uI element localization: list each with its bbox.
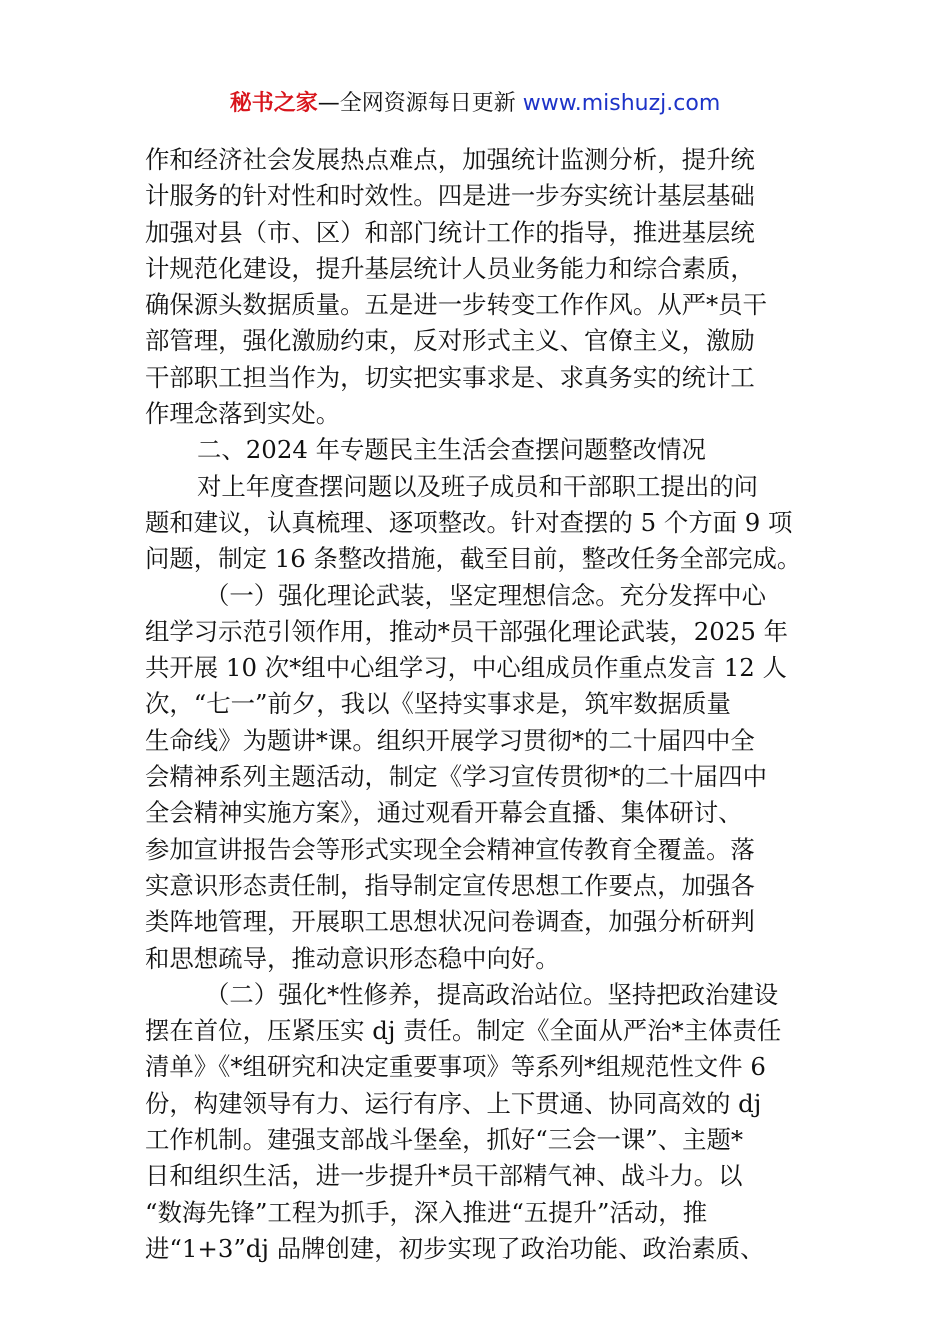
text-line: 实意识形态责任制，指导制定宣传思想工作要点，加强各	[145, 870, 755, 900]
text-line: 题和建议，认真梳理、逐项整改。针对查摆的 5 个方面 9 项	[145, 507, 793, 537]
text-line: 摆在首位，压紧压实 dj 责任。制定《全面从严治*主体责任	[145, 1016, 782, 1046]
text-line: 会精神系列主题活动，制定《学习宣传贯彻*的二十届四中	[145, 762, 767, 792]
text-line: 计服务的针对性和时效性。四是进一步夯实统计基层基础	[145, 181, 755, 211]
site-brand: 秘书之家	[229, 91, 318, 116]
text-line: 确保源头数据质量。五是进一步转变工作作风。从严*员干	[145, 290, 767, 320]
text-line: 全会精神实施方案》，通过观看开幕会直播、集体研讨、	[145, 798, 743, 828]
document-body	[145, 142, 807, 1267]
text-line: 计规范化建设，提升基层统计人员业务能力和综合素质，	[145, 253, 755, 283]
text-line: 对上年度查摆问题以及班子成员和干部职工提出的问	[197, 471, 758, 501]
site-tagline: —全网资源每日更新	[317, 91, 516, 116]
text-line: 作理念落到实处。	[145, 399, 341, 429]
text-line: 日和组织生活，进一步提升*员干部精气神、战斗力。以	[145, 1161, 743, 1191]
text-line: 作和经济社会发展热点难点，加强统计监测分析，提升统	[145, 145, 755, 174]
text-line: “数海先锋”工程为抓手，深入推进“五提升”活动，推	[145, 1197, 708, 1227]
text-line: 进“1+3”dj 品牌创建，初步实现了政治功能、政治素质、	[145, 1233, 765, 1263]
section-heading: 二、2024 年专题民主生活会查摆问题整改情况	[197, 435, 706, 465]
text-line: 清单》《*组研究和决定重要事项》等系列*组规范性文件 6	[145, 1052, 766, 1082]
subsection-heading: （二）强化*性修养，提高政治站位。坚持把政治建设	[205, 979, 779, 1009]
text-line: 问题，制定 16 条整改措施，截至目前，整改任务全部完成。	[145, 544, 802, 574]
site-header	[0, 88, 950, 120]
text-line: 工作机制。建强支部战斗堡垒，抓好“三会一课”、主题*	[145, 1125, 744, 1155]
text-line: 干部职工担当作为，切实把实事求是、求真务实的统计工	[145, 362, 755, 392]
text-line: 生命线》为题讲*课。组织开展学习贯彻*的二十届四中全	[145, 725, 755, 755]
text-line: 加强对县（市、区）和部门统计工作的指导，推进基层统	[145, 217, 755, 247]
text-line: 组学习示范引领作用，推动*员干部强化理论武装，2025 年	[145, 616, 789, 646]
text-line: 次，“七一”前夕，我以《坚持实事求是，筑牢数据质量	[145, 689, 731, 719]
text-line: 类阵地管理，开展职工思想状况问卷调查，加强分析研判	[145, 907, 755, 937]
text-line: 部管理，强化激励约束，反对形式主义、官僚主义，激励	[145, 326, 755, 356]
text-line: 份，构建领导有力、运行有序、上下贯通、协同高效的 dj	[145, 1088, 762, 1118]
text-line: 参加宣讲报告会等形式实现全会精神宣传教育全覆盖。落	[145, 834, 755, 864]
subsection-heading: （一）强化理论武装，坚定理想信念。充分发挥中心	[205, 580, 766, 610]
site-url-link[interactable]: www.mishuzj.com	[522, 91, 721, 116]
text-line: 和思想疏导，推动意识形态稳中向好。	[145, 943, 560, 973]
text-line: 共开展 10 次*组中心组学习，中心组成员作重点发言 12 人	[145, 653, 787, 683]
